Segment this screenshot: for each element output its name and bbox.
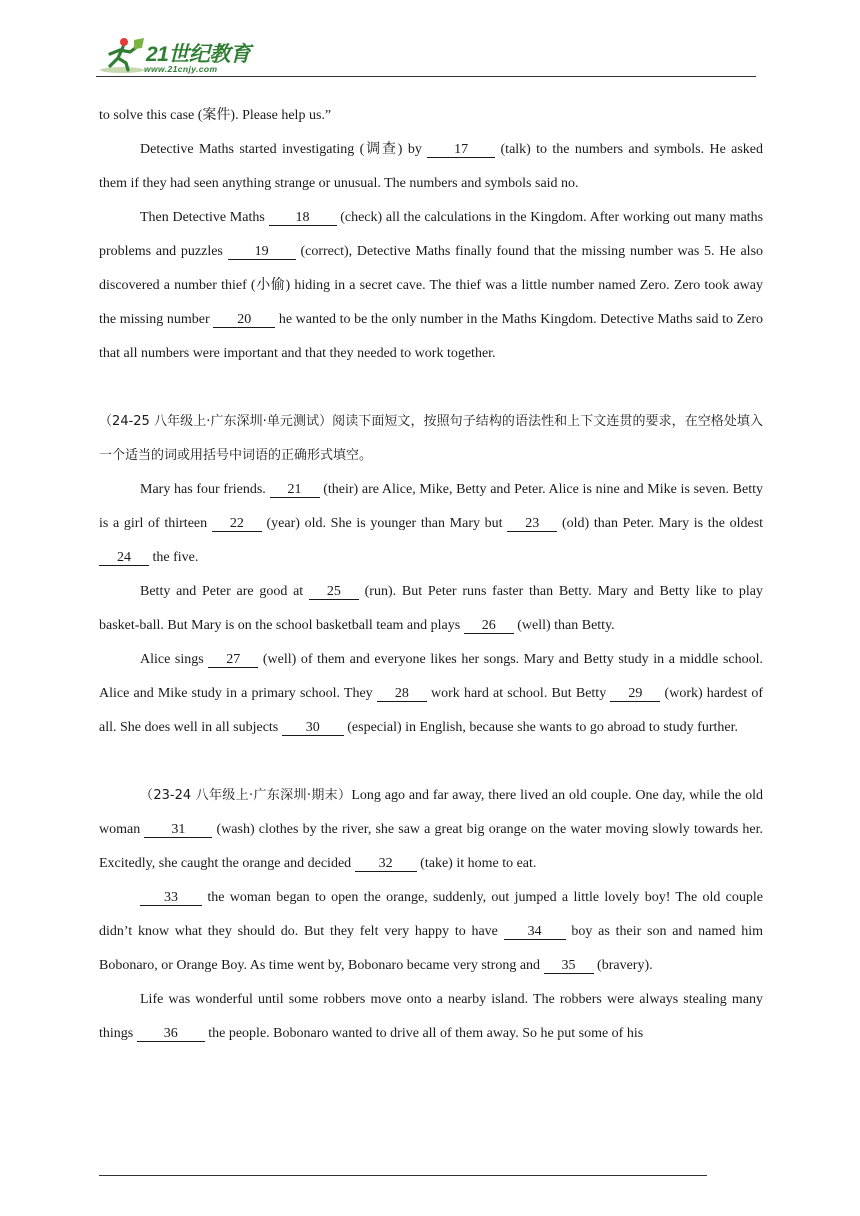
text-run: (well) than Betty. [517, 618, 615, 633]
answer-blank[interactable]: 18 [269, 210, 337, 226]
site-logo [96, 34, 266, 76]
answer-blank[interactable]: 26 [464, 618, 514, 634]
source-label: （23-24 八年级上·广东深圳·期末） [140, 788, 352, 803]
answer-blank[interactable]: 19 [228, 244, 296, 260]
logo-url: www.21cnjy.com [144, 64, 218, 74]
text-run: Alice sings [140, 652, 204, 667]
paragraph [99, 643, 763, 745]
text-run: the woman began to open the orange, suddenly, out jumped a little lovely boy! The old couple didn’t know what they should do. But they felt very happy to have [99, 890, 763, 939]
text-run: (old) than Peter. Mary is the oldest [561, 516, 764, 531]
text-run: (work) hardest of all. She does well in all subjects [99, 686, 764, 735]
answer-blank[interactable]: 23 [507, 516, 557, 532]
answer-blank[interactable]: 35 [544, 958, 594, 974]
header-divider [96, 76, 756, 77]
paragraph [99, 881, 763, 983]
logo-text: 21世纪教育 [146, 43, 251, 66]
section-gap [99, 745, 763, 779]
text-run: (their) are Alice, Mike, Betty and Peter. Alice is nine and Mike is seven. Betty is a girl of thirteen [99, 482, 764, 531]
paragraph [99, 575, 763, 643]
text-run: (bravery). [597, 958, 653, 973]
answer-blank[interactable]: 32 [355, 856, 417, 872]
document-body [99, 99, 763, 1051]
text-run: Then Detective Maths [140, 210, 265, 225]
paragraph [99, 201, 763, 371]
text-run: (correct), Detective Maths finally found that the missing number was 5. He also discovered a number thief (小偷) hiding in a secret cave. The thief was a little number named Zero. Zero took away the missing number [99, 244, 764, 327]
text-run: (talk) to the numbers and symbols. He asked them if they had seen anything strange or unusual. The numbers and symbols said no. [99, 142, 764, 191]
answer-blank[interactable]: 24 [99, 550, 149, 566]
answer-blank[interactable]: 30 [282, 720, 344, 736]
text-run: Detective Maths started investigating (调查) by [140, 142, 422, 157]
answer-blank[interactable]: 33 [140, 890, 202, 906]
text-run: Betty and Peter are good at [140, 584, 304, 599]
answer-blank[interactable]: 31 [144, 822, 212, 838]
section-instructions: （24-25 八年级上·广东深圳·单元测试）阅读下面短文，按照句子结构的语法性和上下文连贯的要求，在空格处填入一个适当的词或用括号中词语的正确形式填空。 [99, 414, 763, 463]
text-run: (take) it home to eat. [420, 856, 537, 871]
answer-blank[interactable]: 28 [377, 686, 427, 702]
paragraph [99, 779, 763, 881]
paragraph [99, 133, 763, 201]
text-run: Life was wonderful until some robbers move onto a nearby island. The robbers were always stealing many things [99, 992, 763, 1041]
text-run: (year) old. She is younger than Mary but [266, 516, 503, 531]
text-run: (well) of them and everyone likes her songs. Mary and Betty study in a middle school. Alice and Mike study in a primary school. They [99, 652, 764, 701]
text-run: (run). But Peter runs faster than Betty. Mary and Betty like to play basket-ball. But Mary is on the school basketball team and plays [99, 584, 763, 633]
text-run: (check) all the calculations in the Kingdom. After working out many maths problems and puzzles [99, 210, 764, 259]
text-run: boy as their son and named him Bobonaro, or Orange Boy. As time went by, Bobonaro became very strong and [99, 924, 764, 973]
answer-blank[interactable]: 22 [212, 516, 262, 532]
page-header [96, 34, 756, 78]
text-run: (especial) in English, because she wants to go abroad to study further. [347, 720, 738, 735]
answer-blank[interactable]: 29 [610, 686, 660, 702]
answer-blank[interactable]: 25 [309, 584, 359, 600]
text-run: Mary has four friends. [140, 482, 266, 497]
answer-blank[interactable]: 36 [137, 1026, 205, 1042]
answer-blank[interactable]: 20 [213, 312, 275, 328]
answer-blank[interactable]: 21 [270, 482, 320, 498]
answer-blank[interactable]: 34 [504, 924, 566, 940]
section-gap [99, 371, 763, 405]
footer-divider [99, 1175, 707, 1176]
paragraph: to solve this case (案件). Please help us.” [99, 108, 332, 123]
paragraph [99, 983, 763, 1051]
answer-blank[interactable]: 27 [208, 652, 258, 668]
text-run: (wash) clothes by the river, she saw a great big orange on the water moving slowly towards her. Excitedly, she caught the orange and decided [99, 822, 764, 871]
paragraph [99, 473, 763, 575]
text-run: work hard at school. But Betty [431, 686, 607, 701]
text-run: he wanted to be the only number in the Maths Kingdom. Detective Maths said to Zero that all numbers were important and that they needed to work together. [99, 312, 764, 361]
text-run: the five. [152, 550, 199, 565]
answer-blank[interactable]: 17 [427, 142, 495, 158]
text-run: Long ago and far away, there lived an old couple. One day, while the old woman [99, 788, 763, 837]
runner-logo-icon [98, 36, 146, 76]
text-run: the people. Bobonaro wanted to drive all of them away. So he put some of his [208, 1026, 644, 1041]
